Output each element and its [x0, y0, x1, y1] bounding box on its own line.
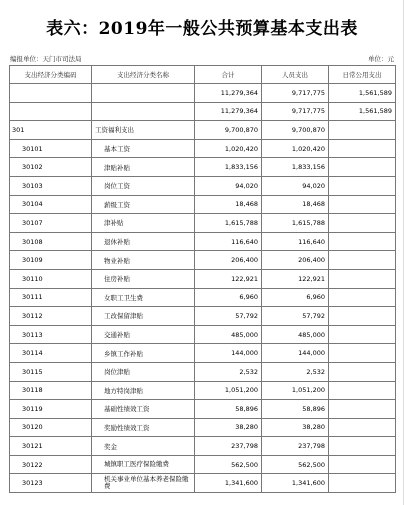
code-cell: 301: [10, 121, 92, 140]
name-cell: 奖励性绩效工资: [92, 418, 195, 437]
name-cell: 薪级工资: [92, 195, 195, 214]
public-cell: [329, 307, 396, 326]
code-cell: 30107: [10, 214, 92, 233]
public-cell: [329, 362, 396, 381]
personnel-cell: 1,615,788: [262, 214, 329, 233]
table-row: [10, 325, 396, 344]
public-cell: [329, 288, 396, 307]
table-row: [10, 381, 396, 400]
table-row: [10, 400, 396, 419]
personnel-cell: 206,400: [262, 251, 329, 270]
name-cell: 奖金: [92, 437, 195, 456]
personnel-cell: 58,896: [262, 400, 329, 419]
code-cell: [10, 102, 92, 121]
table-body: [10, 84, 396, 493]
name-cell: 住房补贴: [92, 269, 195, 288]
table-row: [10, 102, 396, 121]
personnel-cell: 1,051,200: [262, 381, 329, 400]
code-cell: 30108: [10, 232, 92, 251]
code-cell: 30113: [10, 325, 92, 344]
code-cell: 30118: [10, 381, 92, 400]
total-cell: 38,280: [195, 418, 262, 437]
total-cell: 9,700,870: [195, 121, 262, 140]
public-cell: [329, 437, 396, 456]
personnel-cell: 1,833,156: [262, 158, 329, 177]
total-cell: 122,921: [195, 269, 262, 288]
table-row: [10, 121, 396, 140]
total-cell: 237,798: [195, 437, 262, 456]
name-cell: 津贴补贴: [92, 158, 195, 177]
table-row: [10, 214, 396, 233]
public-cell: [329, 269, 396, 288]
name-cell: 地方特岗津贴: [92, 381, 195, 400]
public-cell: [329, 195, 396, 214]
currency-unit: 单位：元: [368, 55, 394, 63]
public-cell: [329, 121, 396, 140]
column-header-name: 支出经济分类名称: [92, 66, 195, 84]
table-row: [10, 344, 396, 363]
code-cell: 30104: [10, 195, 92, 214]
table-row: [10, 362, 396, 381]
public-cell: [329, 214, 396, 233]
personnel-cell: 562,500: [262, 455, 329, 474]
public-cell: [329, 251, 396, 270]
code-cell: 30114: [10, 344, 92, 363]
total-cell: 58,896: [195, 400, 262, 419]
code-cell: 30111: [10, 288, 92, 307]
table-row: [10, 269, 396, 288]
public-cell: 1,561,589: [329, 102, 396, 121]
total-cell: 11,279,364: [195, 84, 262, 103]
table-row: [10, 418, 396, 437]
name-cell: 岗位工资: [92, 176, 195, 195]
code-cell: 30119: [10, 400, 92, 419]
table-row: [10, 437, 396, 456]
total-cell: 6,960: [195, 288, 262, 307]
public-cell: [329, 474, 396, 493]
table-row: [10, 176, 396, 195]
column-header-personnel: 人员支出: [262, 66, 329, 84]
code-cell: 30102: [10, 158, 92, 177]
code-cell: 30120: [10, 418, 92, 437]
total-cell: 116,640: [195, 232, 262, 251]
total-cell: 57,792: [195, 307, 262, 326]
public-cell: [329, 158, 396, 177]
public-cell: [329, 455, 396, 474]
name-cell: 物业补贴: [92, 251, 195, 270]
code-cell: 30112: [10, 307, 92, 326]
total-cell: 485,000: [195, 325, 262, 344]
name-cell: 岗位津贴: [92, 362, 195, 381]
name-cell: [92, 102, 195, 121]
table-row: [10, 158, 396, 177]
column-header-code: 支出经济分类编码: [10, 66, 92, 84]
name-cell: 乡镇工作补贴: [92, 344, 195, 363]
table-row: [10, 232, 396, 251]
personnel-cell: 116,640: [262, 232, 329, 251]
total-cell: 18,468: [195, 195, 262, 214]
total-cell: 2,532: [195, 362, 262, 381]
personnel-cell: 38,280: [262, 418, 329, 437]
total-cell: 144,000: [195, 344, 262, 363]
table-row: [10, 139, 396, 158]
reporting-unit: 编报单位：天门市司法局: [10, 55, 82, 63]
code-cell: 30115: [10, 362, 92, 381]
total-cell: 1,833,156: [195, 158, 262, 177]
personnel-cell: 57,792: [262, 307, 329, 326]
personnel-cell: 9,717,775: [262, 102, 329, 121]
personnel-cell: 237,798: [262, 437, 329, 456]
table-row: [10, 307, 396, 326]
total-cell: 94,020: [195, 176, 262, 195]
personnel-cell: 6,960: [262, 288, 329, 307]
total-cell: 1,020,420: [195, 139, 262, 158]
personnel-cell: 485,000: [262, 325, 329, 344]
column-header-total: 合计: [195, 66, 262, 84]
name-cell: 女职工卫生费: [92, 288, 195, 307]
personnel-cell: 122,921: [262, 269, 329, 288]
personnel-cell: 1,020,420: [262, 139, 329, 158]
name-cell: 退休补贴: [92, 232, 195, 251]
total-cell: 11,279,364: [195, 102, 262, 121]
name-cell: 基本工资: [92, 139, 195, 158]
document-title: 表六：2019年一般公共预算基本支出表: [46, 19, 358, 39]
table-row: [10, 195, 396, 214]
name-cell: 工改保留津贴: [92, 307, 195, 326]
public-cell: [329, 344, 396, 363]
code-cell: 30103: [10, 176, 92, 195]
name-cell: 基础性绩效工资: [92, 400, 195, 419]
name-cell: [92, 84, 195, 103]
name-cell: 机关事业单位基本养老保险缴费: [92, 474, 195, 493]
public-cell: 1,561,589: [329, 84, 396, 103]
table-header-row: [10, 66, 396, 84]
code-cell: 30122: [10, 455, 92, 474]
public-cell: [329, 176, 396, 195]
total-cell: 1,341,600: [195, 474, 262, 493]
personnel-cell: 18,468: [262, 195, 329, 214]
column-header-public: 日常公用支出: [329, 66, 396, 84]
total-cell: 1,615,788: [195, 214, 262, 233]
total-cell: 562,500: [195, 455, 262, 474]
public-cell: [329, 139, 396, 158]
name-cell: 工资福利支出: [92, 121, 195, 140]
name-cell: 城镇职工医疗保险缴费: [92, 455, 195, 474]
public-cell: [329, 381, 396, 400]
code-cell: 30110: [10, 269, 92, 288]
personnel-cell: 9,717,775: [262, 84, 329, 103]
public-cell: [329, 232, 396, 251]
code-cell: [10, 84, 92, 103]
name-cell: 津补贴: [92, 214, 195, 233]
table-row: [10, 288, 396, 307]
code-cell: 30121: [10, 437, 92, 456]
name-cell: 交通补贴: [92, 325, 195, 344]
table-row: [10, 455, 396, 474]
total-cell: 206,400: [195, 251, 262, 270]
personnel-cell: 1,341,600: [262, 474, 329, 493]
personnel-cell: 2,532: [262, 362, 329, 381]
total-cell: 1,051,200: [195, 381, 262, 400]
code-cell: 30123: [10, 474, 92, 493]
personnel-cell: 144,000: [262, 344, 329, 363]
public-cell: [329, 325, 396, 344]
personnel-cell: 94,020: [262, 176, 329, 195]
budget-table: [9, 65, 396, 493]
table-row: [10, 474, 396, 493]
personnel-cell: 9,700,870: [262, 121, 329, 140]
table-row: [10, 84, 396, 103]
code-cell: 30101: [10, 139, 92, 158]
public-cell: [329, 400, 396, 419]
public-cell: [329, 418, 396, 437]
code-cell: 30109: [10, 251, 92, 270]
table-row: [10, 251, 396, 270]
